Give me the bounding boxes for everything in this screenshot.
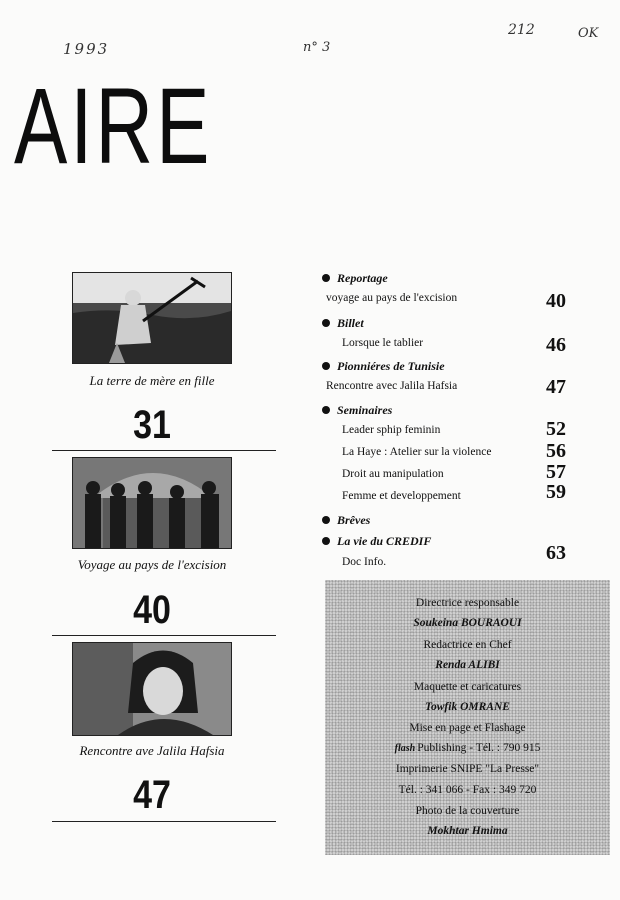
handwritten-year: 1993: [63, 40, 110, 58]
toc-page: 46: [546, 334, 566, 356]
credit-contact: Tél. : 341 066 - Fax : 349 720: [398, 784, 537, 796]
bullet-icon: [322, 319, 330, 327]
feature-page-2: 40: [133, 588, 171, 632]
toc-section-seminaires: Seminaires: [322, 403, 392, 418]
toc-entry: Femme et developpement: [342, 490, 461, 502]
toc-section-pionnieres: Pionniéres de Tunisie: [322, 359, 445, 374]
bullet-icon: [322, 406, 330, 414]
credit-role: Mise en page et Flashage: [409, 722, 526, 734]
toc-page: 63: [546, 542, 566, 564]
toc-entry: Leader sphip feminin: [342, 424, 441, 436]
credit-role: Redactrice en Chef: [423, 639, 512, 651]
feature-page-1: 31: [133, 403, 171, 447]
divider: [52, 450, 276, 451]
toc-section-billet: Billet: [322, 316, 364, 331]
credit-name: Soukeina BOURAOUI: [413, 617, 522, 629]
feature-caption-3: Rencontre ave Jalila Hafsia: [79, 743, 225, 758]
photo-village: [72, 457, 232, 549]
flash-logo-icon: flash: [394, 743, 416, 754]
photo-portrait: [72, 642, 232, 736]
toc-entry: Rencontre avec Jalila Hafsia: [326, 380, 458, 392]
credit-role: Maquette et caricatures: [413, 681, 522, 693]
credit-publishing: flash Publishing - Tél. : 790 915: [394, 742, 541, 754]
toc-entry: Doc Info.: [342, 556, 387, 568]
bullet-icon: [322, 362, 330, 370]
toc-page: 57: [546, 461, 566, 483]
bullet-icon: [322, 274, 330, 282]
toc-entry: voyage au pays de l'excision: [326, 292, 458, 304]
feature-caption-2: Voyage au pays de l'excision: [77, 557, 227, 572]
toc-page: 40: [546, 290, 566, 312]
credit-name: Mokhtar Hmima: [427, 825, 508, 837]
credit-role: Photo de la couverture: [415, 805, 520, 817]
toc-entry: Droit au manipulation: [342, 468, 444, 480]
credit-printer: Imprimerie SNIPE "La Presse": [395, 763, 540, 775]
handwritten-check: OK: [578, 26, 599, 41]
toc-page: 59: [546, 481, 566, 503]
handwritten-issue: n° 3: [303, 40, 331, 55]
feature-caption-1: La terre de mère en fille: [89, 373, 215, 388]
credit-name: Renda ALIBI: [435, 659, 500, 671]
photo-farmer: [72, 272, 232, 364]
toc-entry: La Haye : Atelier sur la violence: [342, 446, 492, 458]
toc-section-breves: Brêves: [322, 513, 370, 528]
credit-name: Towfik OMRANE: [425, 701, 510, 713]
handwritten-page: 212: [508, 22, 535, 38]
masthead-title: AIRE: [14, 65, 213, 186]
toc-page: 47: [546, 376, 566, 398]
toc-page: 52: [546, 418, 566, 440]
toc-section-reportage: Reportage: [322, 271, 388, 286]
bullet-icon: [322, 537, 330, 545]
toc-section-credif: La vie du CREDIF: [322, 534, 431, 549]
toc-entry: Lorsque le tablier: [342, 337, 424, 349]
credit-role: Directrice responsable: [415, 597, 520, 609]
bullet-icon: [322, 516, 330, 524]
divider: [52, 635, 276, 636]
divider: [52, 821, 276, 822]
feature-page-3: 47: [133, 773, 171, 817]
toc-page: 56: [546, 440, 566, 462]
credits-box: [325, 580, 610, 855]
